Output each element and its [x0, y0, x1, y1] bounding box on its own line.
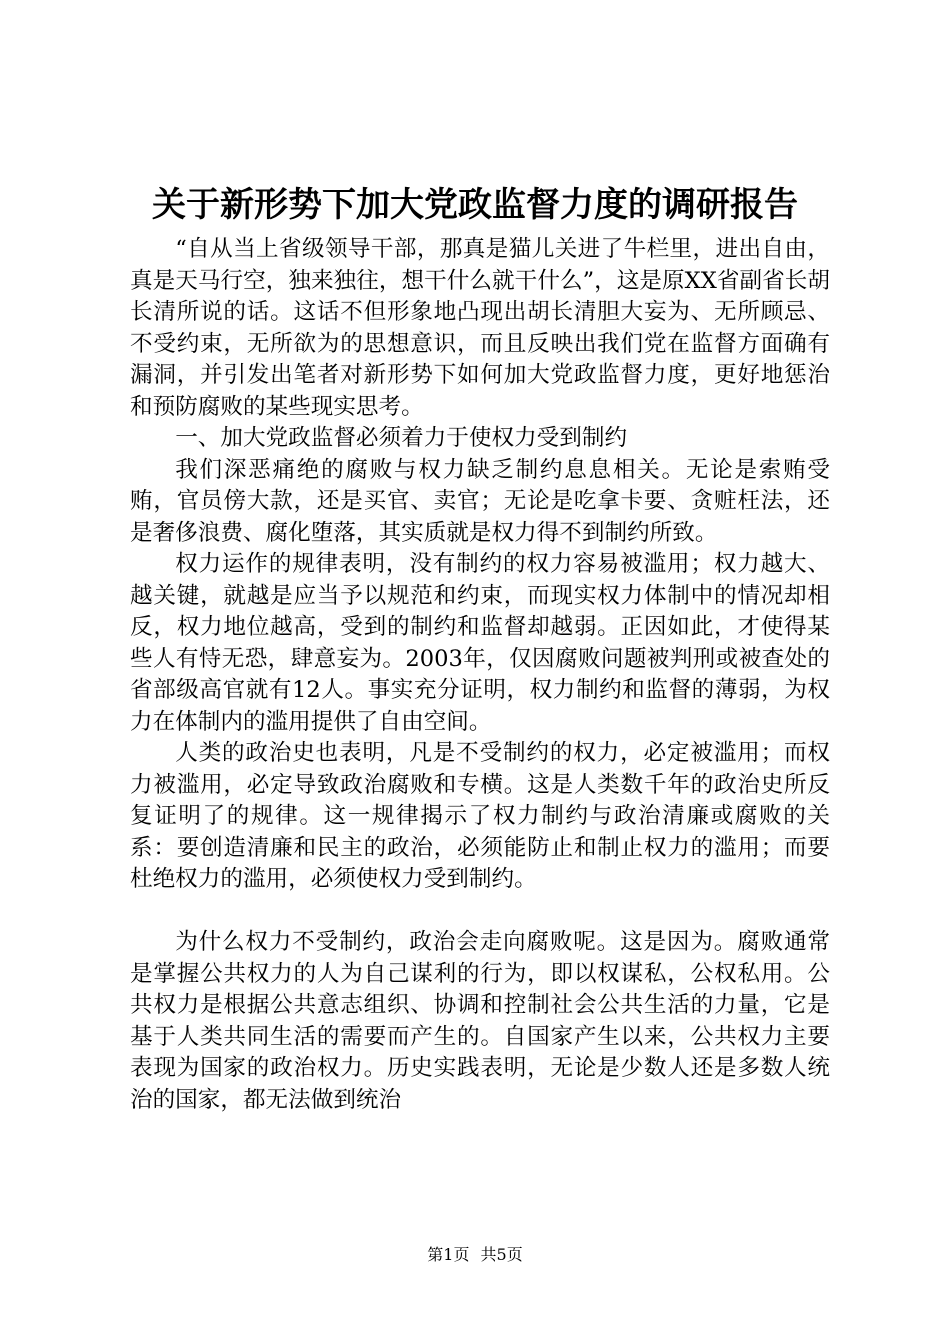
paragraph-intro: “自从当上省级领导干部，那真是猫儿关进了牛栏里，进出自由，真是天马行空，独来独往，想干什么就干什么”，这是原XX省副省长胡长清所说的话。这话不但形象地凸现出胡长清胆大妄为、无所顾忌、不受约束，无所欲为的思想意识，而且反映出我们党在监督方面确有漏洞，并引发出笔者对新形势下如何加大党政监督力度，更好地惩治和预防腐败的某些现实思考。 [130, 236, 830, 420]
paragraph-5: 为什么权力不受制约，政治会走向腐败呢。这是因为。腐败通常是掌握公共权力的人为自己谋利的行为，即以权谋私，公权私用。公共权力是根据公共意志组织、协调和控制社会公共生活的力量，它是基于人类共同生活的需要而产生的。自国家产生以来，公共权力主要表现为国家的政治权力。历史实践表明，无论是少数人还是多数人统治的国家，都无法做到统治 [130, 929, 830, 1113]
paragraph-2: 我们深恶痛绝的腐败与权力缺乏制约息息相关。无论是索贿受贿，官员傍大款，还是买官、卖官；无论是吃拿卡要、贪赃枉法，还是奢侈浪费、腐化堕落，其实质就是权力得不到制约所致。 [130, 456, 830, 546]
page-total: 共5页 [480, 1245, 523, 1264]
section-heading-1: 一、加大党政监督必须着力于使权力受到制约 [175, 425, 628, 451]
paragraph-4: 人类的政治史也表明，凡是不受制约的权力，必定被滥用；而权力被滥用，必定导致政治腐败和专横。这是人类数千年的政治史所反复证明了的规律。这一规律揭示了权力制约与政治清廉或腐败的关系：要创造清廉和民主的政治，必须能防止和制止权力的滥用；而要杜绝权力的滥用，必须使权力受到制约。 [130, 740, 830, 892]
page-footer [0, 1245, 950, 1265]
paragraph-spacer [130, 896, 830, 928]
document-body [130, 234, 830, 1116]
document-title: 关于新形势下加大党政监督力度的调研报告 [152, 185, 798, 225]
paragraph-3: 权力运作的规律表明，没有制约的权力容易被滥用；权力越大、越关键，就越是应当予以规范和约束，而现实权力体制中的情况却相反，权力地位越高，受到的制约和监督却越弱。正因如此，才使得某些人有恃无恐，肆意妄为。2003年，仅因腐败问题被判刑或被查处的省部级高官就有12人。事实充分证明，权力制约和监督的薄弱，为权力在体制内的滥用提供了自由空间。 [130, 551, 830, 735]
page-number: 第1页 [427, 1245, 470, 1264]
